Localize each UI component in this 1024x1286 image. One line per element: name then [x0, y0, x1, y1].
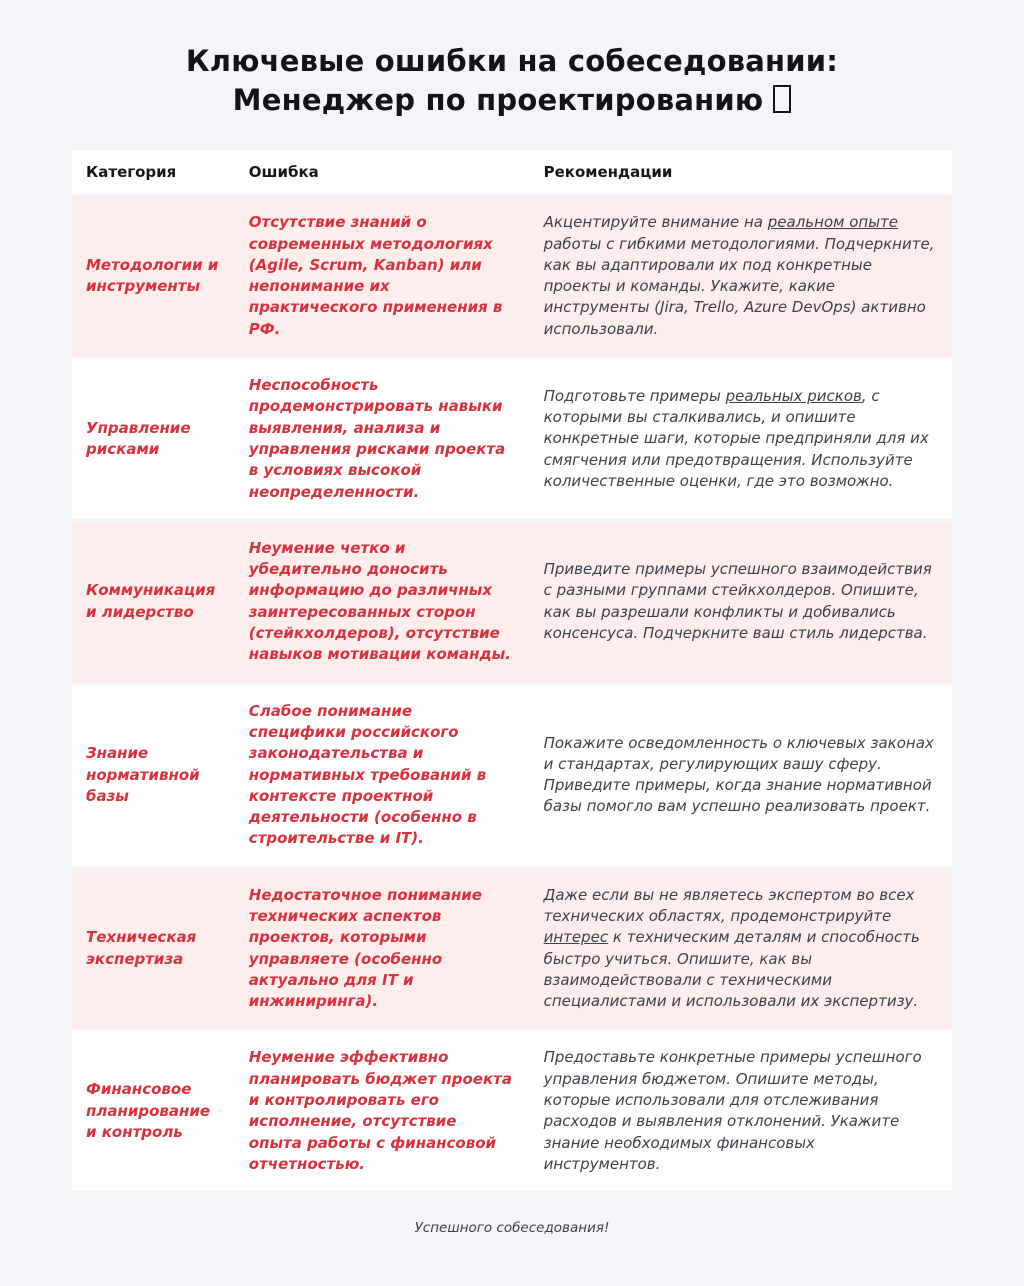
- mistake-cell: Отсутствие знаний о современных методологиях (Agile, Scrum, Kanban) или непонимание их практического применения в РФ.: [235, 195, 530, 357]
- page-title-line2: [72, 81, 952, 120]
- category-cell: Техническая экспертиза: [72, 867, 235, 1030]
- table-header: [72, 150, 952, 195]
- recommendation-cell: Даже если вы не являетесь экспертом во всех технических областях, продемонстрируйте интерес к техническим деталям и способность быстро учиться. Опишите, как вы взаимодействовали с техническими специалистами и использовали их экспертизу.: [530, 867, 952, 1030]
- table-row: [72, 867, 952, 1030]
- table-header-row: [72, 150, 952, 195]
- recommendation-cell: Предоставьте конкретные примеры успешного управления бюджетом. Опишите методы, которые использовали для отслеживания расходов и выявления отклонений. Укажите знание необходимых финансовых инструментов.: [530, 1030, 952, 1193]
- page-title: [72, 42, 952, 120]
- mistakes-table: [72, 150, 952, 1194]
- category-cell: Знание нормативной базы: [72, 683, 235, 867]
- mistake-cell: Неспособность продемонстрировать навыки выявления, анализа и управления рисками проекта в условиях высокой неопределенности.: [235, 358, 530, 521]
- table-row: [72, 520, 952, 683]
- mistake-cell: Неумение четко и убедительно доносить информацию до различных заинтересованных сторон (стейкхолдеров), отсутствие навыков мотивации команды.: [235, 520, 530, 683]
- mistake-cell: Недостаточное понимание технических аспектов проектов, которыми управляете (особенно актуально для IT и инжиниринга).: [235, 867, 530, 1030]
- table-row: [72, 1030, 952, 1193]
- page-title-line1: Ключевые ошибки на собеседовании:: [185, 44, 839, 78]
- category-cell: Методологии и инструменты: [72, 195, 235, 357]
- table-row: [72, 358, 952, 521]
- category-cell: Коммуникация и лидерство: [72, 520, 235, 683]
- recommendation-cell: Подготовьте примеры реальных рисков, с которыми вы сталкивались, и опишите конкретные шаги, которые предприняли для их смягчения или предотвращения. Используйте количественные оценки, где это возможно.: [530, 358, 952, 521]
- header-cell-recommendation: Рекомендации: [530, 150, 952, 195]
- page-title-line2-text: Менеджер по проектированию: [232, 83, 764, 118]
- mistake-cell: Слабое понимание специфики российского законодательства и нормативных требований в контексте проектной деятельности (особенно в строительстве и IT).: [235, 683, 530, 867]
- mistake-cell: Неумение эффективно планировать бюджет проекта и контролировать его исполнение, отсутствие опыта работы с финансовой отчетностью.: [235, 1030, 530, 1193]
- table-row: [72, 683, 952, 867]
- recommendation-cell: Приведите примеры успешного взаимодействия с разными группами стейкхолдеров. Опишите, как вы разрешали конфликты и добивались консенсуса. Подчеркните ваш стиль лидерства.: [530, 520, 952, 683]
- category-cell: Управление рисками: [72, 358, 235, 521]
- table-body: [72, 195, 952, 1192]
- table-row: [72, 195, 952, 357]
- header-cell-mistake: Ошибка: [235, 150, 530, 195]
- missing-emoji-icon: [773, 85, 791, 113]
- category-cell: Финансовое планирование и контроль: [72, 1030, 235, 1193]
- recommendation-cell: Покажите осведомленность о ключевых законах и стандартах, регулирующих вашу сферу. Приведите примеры, когда знание нормативной базы помогло вам успешно реализовать проект.: [530, 683, 952, 867]
- recommendation-cell: Акцентируйте внимание на реальном опыте работы с гибкими методологиями. Подчеркните, как вы адаптировали их под конкретные проекты и команды. Укажите, какие инструменты (Jira, Trello, Azure DevOps) активно использовали.: [530, 195, 952, 357]
- header-cell-category: Категория: [72, 150, 235, 195]
- footer-note: Успешного собеседования!: [414, 1220, 610, 1237]
